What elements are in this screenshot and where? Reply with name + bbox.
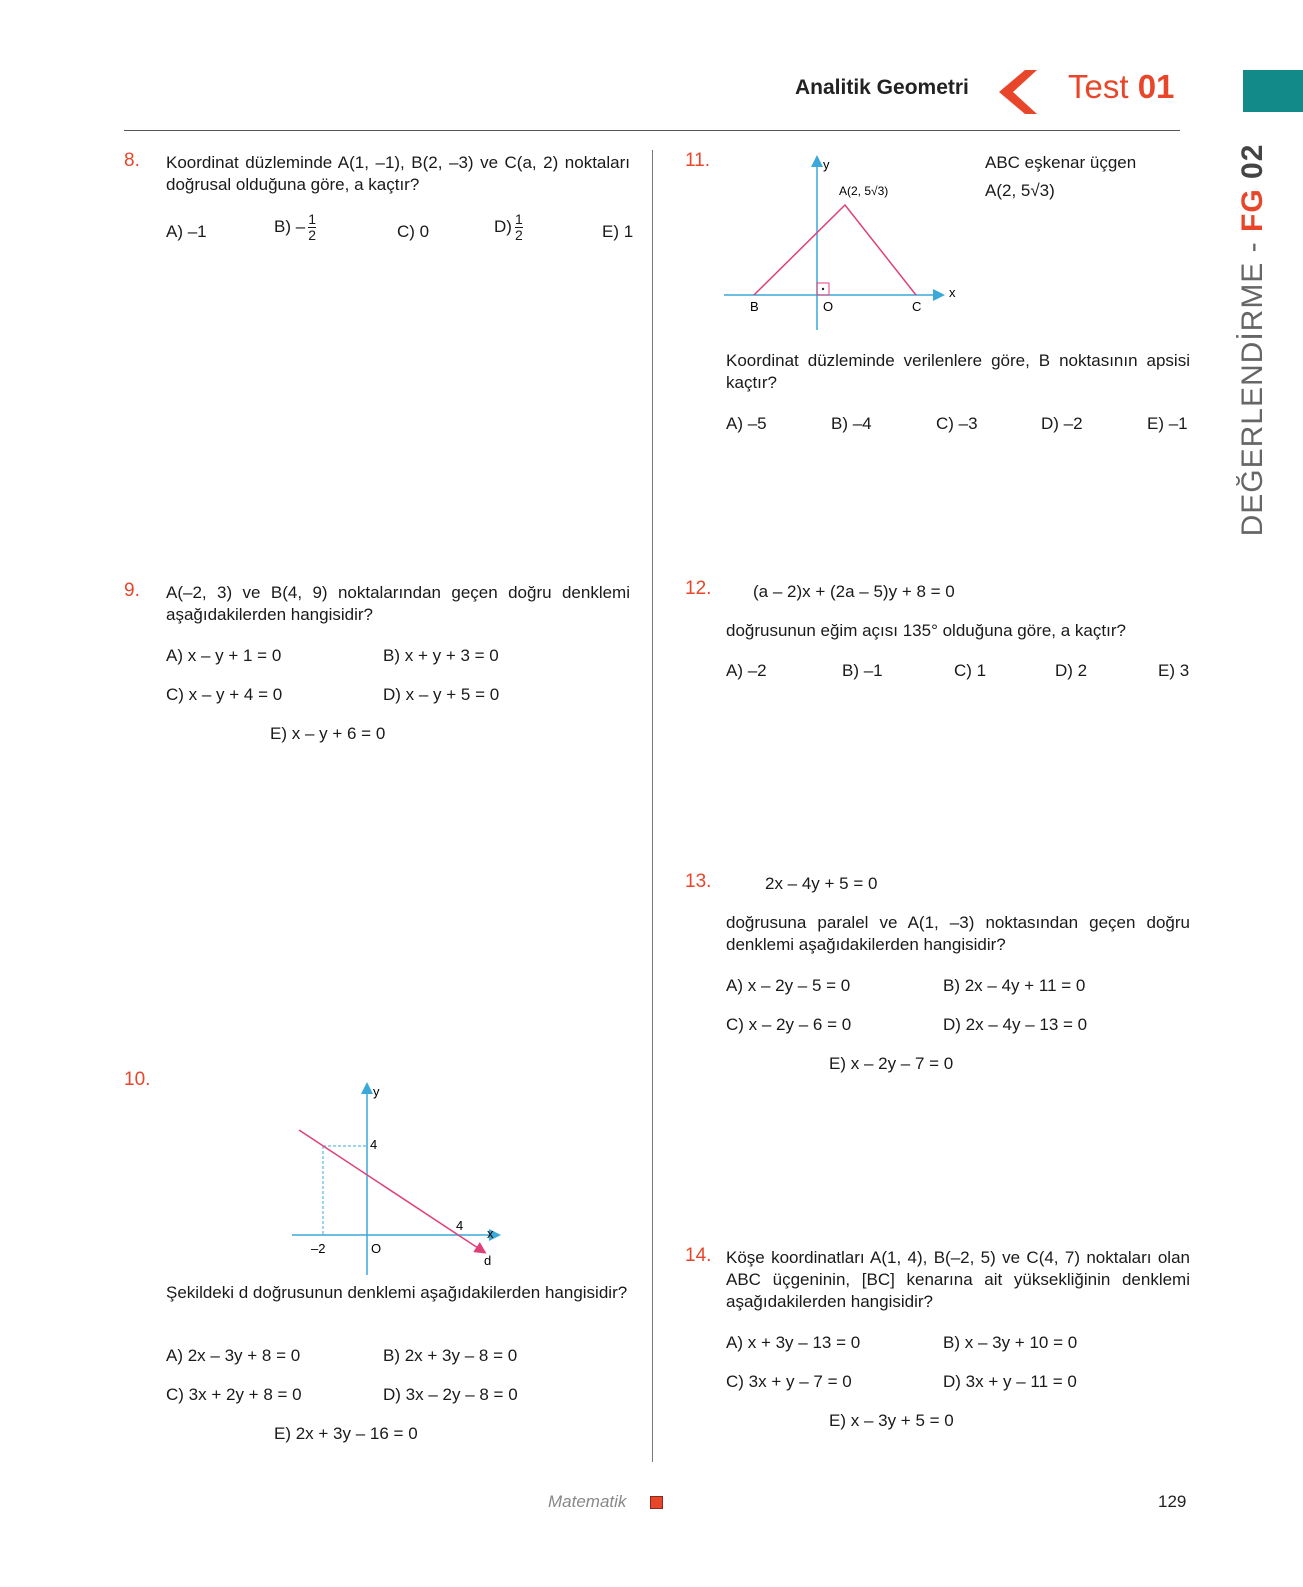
question-8-option-e[interactable]: E) 1 xyxy=(602,222,634,241)
chevron-left-icon xyxy=(993,68,1043,116)
right-angle-dot xyxy=(822,288,824,290)
question-9-option-d[interactable]: D) x – y + 5 = 0 xyxy=(383,685,500,704)
column-divider xyxy=(652,150,653,1462)
question-12-number: 12. xyxy=(685,578,712,599)
x-tick-minus-2: –2 xyxy=(311,1241,326,1256)
question-12-option-c[interactable]: C) 1 xyxy=(954,661,987,680)
question-12-option-e[interactable]: E) 3 xyxy=(1158,661,1190,680)
teal-tab xyxy=(1243,70,1303,112)
question-14-option-a[interactable]: A) x + 3y – 13 = 0 xyxy=(726,1333,861,1352)
side-number: 02 xyxy=(1236,143,1269,179)
question-12-option-b[interactable]: B) –1 xyxy=(842,661,883,680)
question-12-option-d[interactable]: D) 2 xyxy=(1055,661,1088,680)
question-11-number: 11. xyxy=(685,150,711,171)
line-d xyxy=(299,1130,484,1252)
question-13-option-b[interactable]: B) 2x – 4y + 11 = 0 xyxy=(943,976,1086,995)
question-11-option-c[interactable]: C) –3 xyxy=(936,414,978,433)
question-10-option-e[interactable]: E) 2x + 3y – 16 = 0 xyxy=(274,1424,418,1443)
question-12-option-a[interactable]: A) –2 xyxy=(726,661,767,680)
origin-label: O xyxy=(371,1241,382,1256)
question-8-option-d[interactable]: D) $\frac{1}{2}$ xyxy=(494,211,523,243)
y-tick-4: 4 xyxy=(370,1137,378,1152)
question-11-given-2: A(2, 5√3) xyxy=(985,181,1055,200)
footer-square-icon xyxy=(650,1496,663,1509)
question-11-option-a[interactable]: A) –5 xyxy=(726,414,767,433)
point-c-label: C xyxy=(912,299,922,314)
question-10-option-a[interactable]: A) 2x – 3y + 8 = 0 xyxy=(166,1346,301,1365)
question-9-option-e[interactable]: E) x – y + 6 = 0 xyxy=(270,724,386,743)
y-axis-label: y xyxy=(373,1084,380,1099)
question-11-graph xyxy=(720,152,965,337)
side-label xyxy=(1233,143,1273,537)
line-d-label: d xyxy=(484,1253,492,1268)
x-axis-label: x xyxy=(487,1226,494,1241)
question-9-option-a[interactable]: A) x – y + 1 = 0 xyxy=(166,646,282,665)
question-10-graph xyxy=(280,1075,520,1280)
question-14-option-b[interactable]: B) x – 3y + 10 = 0 xyxy=(943,1333,1078,1352)
header-rule xyxy=(124,130,1180,131)
question-14-option-e[interactable]: E) x – 3y + 5 = 0 xyxy=(829,1411,954,1430)
question-11-text: Koordinat düzleminde verilenlere göre, B noktasının apsisi kaçtır? xyxy=(726,351,1190,392)
question-12-equation: (a – 2)x + (2a – 5)y + 8 = 0 xyxy=(753,582,955,601)
y-axis-label: y xyxy=(823,157,830,172)
page-number: 129 xyxy=(1158,1492,1187,1511)
question-9-option-b[interactable]: B) x + y + 3 = 0 xyxy=(383,646,499,665)
question-10-option-b[interactable]: B) 2x + 3y – 8 = 0 xyxy=(383,1346,518,1365)
test-label: Test 01 xyxy=(1068,68,1175,105)
point-a-label: A(2, 5√3) xyxy=(839,184,889,198)
question-8-option-a[interactable]: A) –1 xyxy=(166,222,207,241)
question-14-text: Köşe koordinatları A(1, 4), B(–2, 5) ve C(4, 7) noktaları olan ABC üçgeninin, [BC] kenarına ait yüksekliğinin denklemi aşağıdakilerden hangisidir? xyxy=(726,1248,1190,1311)
question-14-option-d[interactable]: D) 3x + y – 11 = 0 xyxy=(943,1372,1077,1391)
question-13-option-d[interactable]: D) 2x – 4y – 13 = 0 xyxy=(943,1015,1088,1034)
question-10-option-c[interactable]: C) 3x + 2y + 8 = 0 xyxy=(166,1385,302,1404)
side-text: DEĞERLENDİRME - xyxy=(1236,241,1269,537)
question-10-number: 10. xyxy=(124,1069,151,1090)
question-10-text: Şekildeki d doğrusunun denklemi aşağıdakilerden hangisidir? xyxy=(166,1283,628,1302)
question-13-number: 13. xyxy=(685,871,712,892)
question-9-text: A(–2, 3) ve B(4, 9) noktalarından geçen doğru denklemi aşağıdakilerden hangisidir? xyxy=(166,583,630,624)
header-title: Analitik Geometri xyxy=(795,76,969,99)
side-logo: FG xyxy=(1236,188,1269,232)
question-13-option-a[interactable]: A) x – 2y – 5 = 0 xyxy=(726,976,851,995)
question-8-option-c[interactable]: C) 0 xyxy=(397,222,430,241)
question-14-number: 14. xyxy=(685,1245,712,1266)
x-axis-label: x xyxy=(949,285,956,300)
question-8-option-b[interactable]: B) – $\frac{1}{2}$ xyxy=(274,211,316,243)
footer-subject: Matematik xyxy=(548,1492,627,1511)
question-11-given-1: ABC eşkenar üçgen xyxy=(985,153,1137,172)
question-9-option-c[interactable]: C) x – y + 4 = 0 xyxy=(166,685,283,704)
question-13-option-c[interactable]: C) x – 2y – 6 = 0 xyxy=(726,1015,852,1034)
question-12-text: doğrusunun eğim açısı 135° olduğuna göre, a kaçtır? xyxy=(726,621,1126,640)
question-13-equation: 2x – 4y + 5 = 0 xyxy=(765,874,878,893)
question-11-option-b[interactable]: B) –4 xyxy=(831,414,872,433)
point-b-label: B xyxy=(750,299,759,314)
question-13-text: doğrusuna paralel ve A(1, –3) noktasından geçen doğru denklemi aşağıdakilerden hangisidir? xyxy=(726,913,1190,954)
x-tick-4: 4 xyxy=(456,1218,464,1233)
question-10-option-d[interactable]: D) 3x – 2y – 8 = 0 xyxy=(383,1385,518,1404)
question-11-option-d[interactable]: D) –2 xyxy=(1041,414,1083,433)
question-11-option-e[interactable]: E) –1 xyxy=(1147,414,1188,433)
question-8-text: Koordinat düzleminde A(1, –1), B(2, –3) ve C(a, 2) noktaları doğrusal olduğuna göre, a kaçtır? xyxy=(166,153,630,194)
question-13-option-e[interactable]: E) x – 2y – 7 = 0 xyxy=(829,1054,954,1073)
triangle-abc xyxy=(754,205,916,295)
question-14-option-c[interactable]: C) 3x + y – 7 = 0 xyxy=(726,1372,852,1391)
question-8-number: 8. xyxy=(124,150,140,171)
origin-label: O xyxy=(823,299,834,314)
question-9-number: 9. xyxy=(124,580,140,601)
